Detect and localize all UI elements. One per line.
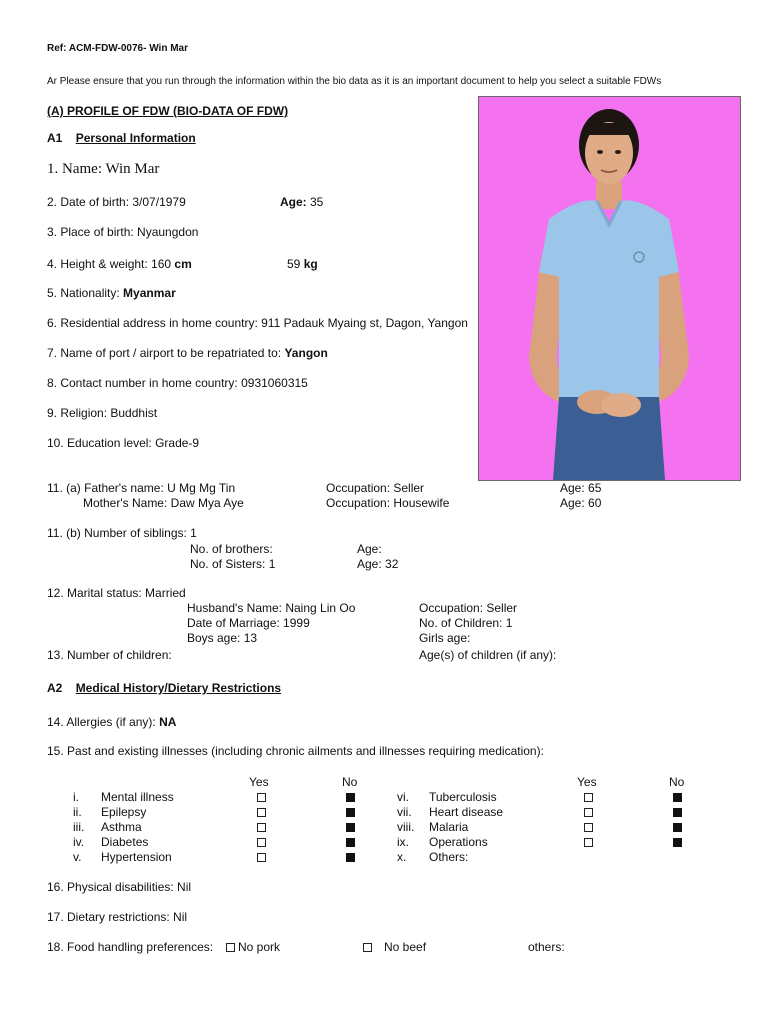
- weight-unit: kg: [303, 257, 318, 271]
- a2-heading: [47, 681, 281, 696]
- no-checkbox[interactable]: [346, 838, 355, 847]
- yes-checkbox[interactable]: [584, 838, 593, 847]
- nationality-field: [47, 286, 176, 301]
- illness-number: iv.: [73, 835, 85, 849]
- illness-name: Heart disease: [429, 805, 504, 819]
- no-checkbox[interactable]: [673, 793, 682, 802]
- no-header-left: No: [342, 775, 358, 789]
- fdw-photo: [478, 96, 741, 481]
- no-checkbox[interactable]: [673, 808, 682, 817]
- children-ages: Age(s) of children (if any):: [419, 648, 557, 662]
- age-label: Age:: [280, 195, 307, 209]
- allergies-value: NA: [159, 715, 177, 729]
- yes-header-left: Yes: [249, 775, 269, 789]
- illness-number: vi.: [397, 790, 409, 804]
- no-checkbox[interactable]: [346, 823, 355, 832]
- no-pork-label: No pork: [238, 940, 281, 954]
- residential-address: 6. Residential address in home country: 911 Padauk Myaing st, Dagon, Yangon: [47, 316, 468, 330]
- number-of-sisters: No. of Sisters: 1: [190, 557, 276, 571]
- nationality-label: 5. Nationality:: [47, 286, 124, 300]
- illness-name: Mental illness: [101, 790, 174, 804]
- number-of-children: 13. Number of children:: [47, 648, 172, 662]
- sisters-age: Age: 32: [357, 557, 399, 571]
- contact-number: 8. Contact number in home country: 0931060315: [47, 376, 308, 390]
- girls-age: Girls age:: [419, 631, 471, 645]
- port-value: Yangon: [284, 346, 328, 360]
- illness-name: Epilepsy: [101, 805, 147, 819]
- no-checkbox[interactable]: [346, 853, 355, 862]
- port-label: 7. Name of port / airport to be repatriated to:: [47, 346, 285, 360]
- others-label: others:: [528, 940, 565, 954]
- yes-checkbox[interactable]: [257, 793, 266, 802]
- yes-checkbox[interactable]: [584, 808, 593, 817]
- illness-name: Tuberculosis: [429, 790, 497, 804]
- mother-age: Age: 60: [560, 496, 602, 510]
- weight-value: 59: [287, 257, 304, 271]
- illness-name: Diabetes: [101, 835, 149, 849]
- mother-occupation: Occupation: Housewife: [326, 496, 450, 510]
- no-checkbox[interactable]: [673, 838, 682, 847]
- no-header-right: No: [669, 775, 685, 789]
- illness-number: iii.: [73, 820, 85, 834]
- brothers-age: Age:: [357, 542, 382, 556]
- yes-checkbox[interactable]: [257, 808, 266, 817]
- a2-title: Medical History/Dietary Restrictions: [75, 681, 282, 695]
- a1-number: A1: [47, 131, 63, 145]
- height-label: 4. Height & weight: 160: [47, 257, 175, 271]
- fdw-name: 1. Name: Win Mar: [47, 161, 160, 177]
- yes-checkbox[interactable]: [584, 823, 593, 832]
- religion: 9. Religion: Buddhist: [47, 406, 158, 420]
- date-of-birth: 2. Date of birth: 3/07/1979: [47, 195, 186, 209]
- age-value: 35: [306, 195, 324, 209]
- illness-name: Malaria: [429, 820, 469, 834]
- husband-occupation: Occupation: Seller: [419, 601, 518, 615]
- education-level: 10. Education level: Grade-9: [47, 436, 200, 450]
- dietary-restrictions: 17. Dietary restrictions: Nil: [47, 910, 188, 924]
- yes-checkbox[interactable]: [257, 853, 266, 862]
- illness-number: viii.: [397, 820, 415, 834]
- place-of-birth: 3. Place of birth: Nyaungdon: [47, 225, 199, 239]
- height-unit: cm: [174, 257, 192, 271]
- repatriation-port-field: [47, 346, 328, 361]
- no-beef-checkbox[interactable]: [363, 943, 372, 952]
- allergies-label: 14. Allergies (if any):: [47, 715, 160, 729]
- illness-number: x.: [397, 850, 407, 864]
- date-of-marriage: Date of Marriage: 1999: [187, 616, 310, 630]
- a1-title: Personal Information: [75, 131, 196, 145]
- boys-age: Boys age: 13: [187, 631, 258, 645]
- physical-disabilities: 16. Physical disabilities: Nil: [47, 880, 192, 894]
- illness-name: Others:: [429, 850, 469, 864]
- no-of-children: No. of Children: 1: [419, 616, 513, 630]
- no-checkbox[interactable]: [673, 823, 682, 832]
- number-of-brothers: No. of brothers:: [190, 542, 273, 556]
- allergies-field: [47, 715, 176, 730]
- weight-field: [287, 257, 318, 272]
- section-a-heading: (A) PROFILE OF FDW (BIO-DATA OF FDW): [47, 104, 289, 118]
- food-handling-label: 18. Food handling preferences:: [47, 940, 214, 954]
- yes-checkbox[interactable]: [584, 793, 593, 802]
- mother-name: Mother's Name: Daw Mya Aye: [83, 496, 244, 510]
- no-checkbox[interactable]: [346, 808, 355, 817]
- father-name: 11. (a) Father's name: U Mg Mg Tin: [47, 481, 236, 495]
- nationality-value: Myanmar: [123, 286, 176, 300]
- illness-number: v.: [73, 850, 82, 864]
- yes-checkbox[interactable]: [257, 823, 266, 832]
- instruction-note: Ar Please ensure that you run through the information within the bio data as it is an important document to help you select a suitable FDWs: [47, 76, 662, 87]
- illness-number: i.: [73, 790, 79, 804]
- age-field: [280, 195, 323, 210]
- yes-header-right: Yes: [577, 775, 597, 789]
- number-of-siblings: 11. (b) Number of siblings: 1: [47, 526, 197, 540]
- illness-name: Operations: [429, 835, 488, 849]
- marital-status: 12. Marital status: Married: [47, 586, 186, 600]
- yes-checkbox[interactable]: [257, 838, 266, 847]
- illness-name: Hypertension: [101, 850, 172, 864]
- no-checkbox[interactable]: [346, 793, 355, 802]
- a1-heading: [47, 131, 196, 146]
- illness-number: ix.: [397, 835, 409, 849]
- illness-name: Asthma: [101, 820, 142, 834]
- father-occupation: Occupation: Seller: [326, 481, 425, 495]
- height-field: [47, 257, 192, 272]
- a2-number: A2: [47, 681, 63, 695]
- person-portrait-icon: [479, 97, 740, 480]
- no-beef-label: No beef: [384, 940, 427, 954]
- illness-number: ii.: [73, 805, 82, 819]
- father-age: Age: 65: [560, 481, 602, 495]
- document-reference: Ref: ACM-FDW-0076- Win Mar: [47, 43, 189, 54]
- no-pork-checkbox[interactable]: [226, 943, 235, 952]
- illness-number: vii.: [397, 805, 412, 819]
- husband-name: Husband's Name: Naing Lin Oo: [187, 601, 356, 615]
- illnesses-question: 15. Past and existing illnesses (including chronic ailments and illnesses requiring medication):: [47, 744, 544, 758]
